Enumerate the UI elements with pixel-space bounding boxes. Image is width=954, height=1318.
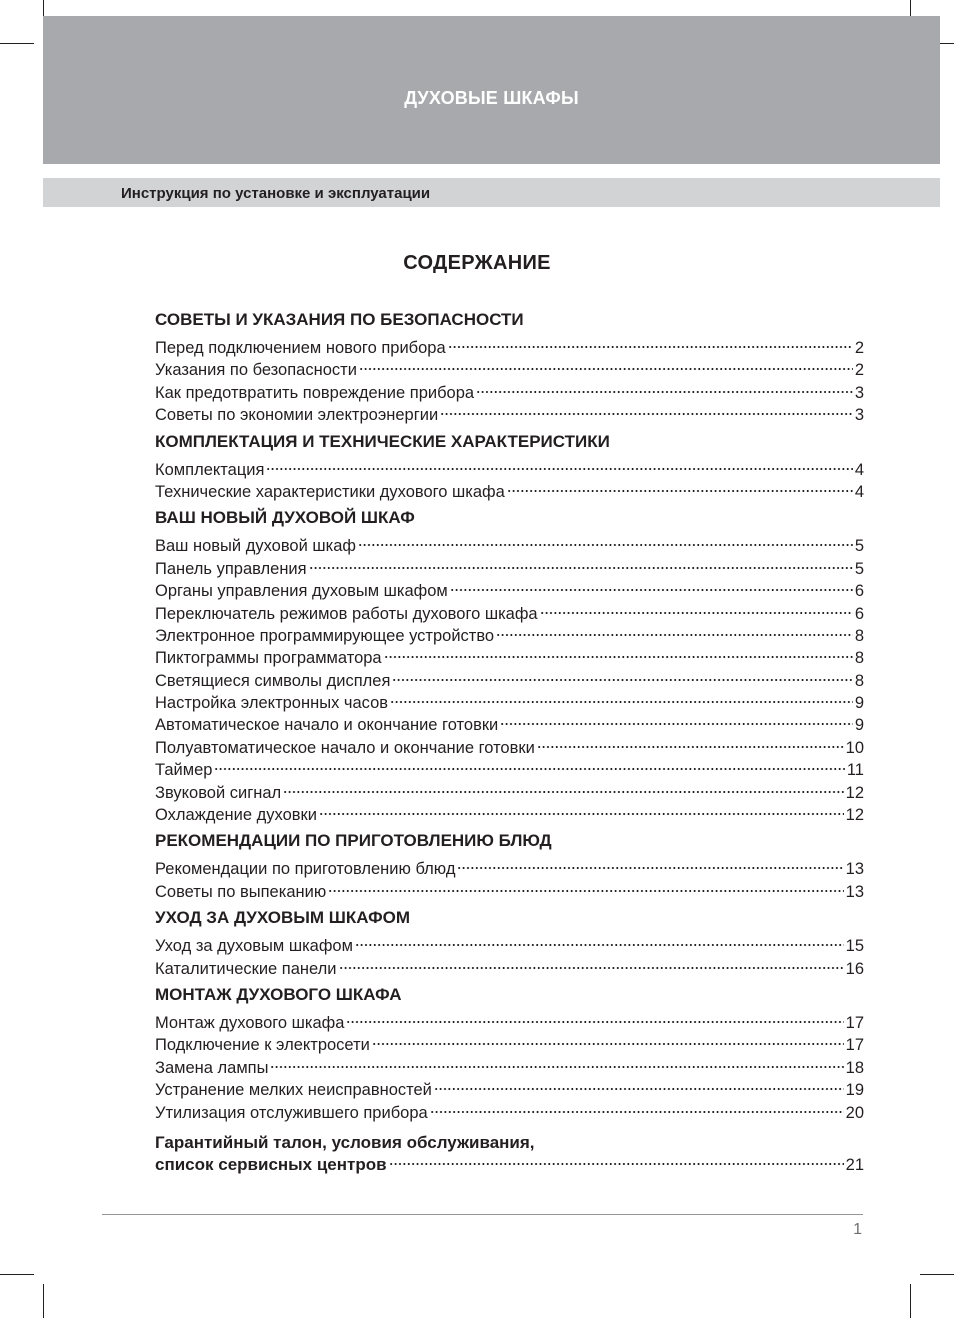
toc-entry-page: 4 — [854, 482, 864, 501]
section-heading: МОНТАЖ ДУХОВОГО ШКАФА — [155, 984, 402, 1004]
toc-entry-label: Советы по экономии электроэнергии — [155, 406, 439, 425]
dot-leader — [540, 611, 853, 615]
subheader-title: Инструкция по установке и эксплуатации — [121, 185, 431, 202]
toc-entry-label: Охлаждение духовки — [155, 806, 317, 825]
toc-entry[interactable] — [155, 881, 864, 903]
toc-section — [155, 431, 864, 504]
toc-entry-label: Ваш новый духовой шкаф — [155, 537, 356, 556]
toc-section — [155, 309, 864, 427]
dot-leader — [457, 866, 843, 870]
subheader-band — [43, 178, 940, 207]
toc-entry-page: 13 — [845, 860, 864, 879]
toc-entry[interactable] — [155, 535, 864, 557]
toc-entry-label: Таймер — [155, 761, 213, 780]
footer-rule — [102, 1214, 863, 1215]
toc-entry-label: Автоматическое начало и окончание готовки — [155, 716, 499, 735]
final-entry-line1: Гарантийный талон, условия обслуживания, — [155, 1132, 535, 1152]
dot-leader — [372, 1042, 844, 1046]
toc-entry-label: Полуавтоматическое начало и окончание готовки — [155, 738, 535, 757]
section-heading: КОМПЛЕКТАЦИЯ И ТЕХНИЧЕСКИЕ ХАРАКТЕРИСТИКИ — [155, 431, 610, 451]
crop-mark-bottom-left-horizontal — [0, 1274, 34, 1275]
dot-leader — [450, 588, 853, 592]
toc-entry[interactable] — [155, 858, 864, 880]
toc-entry-page: 6 — [854, 604, 864, 623]
toc-entry-label: Переключатель режимов работы духового шкафа — [155, 604, 538, 623]
dot-leader — [384, 655, 853, 659]
dot-leader — [500, 722, 853, 726]
toc-entry-label: Звуковой сигнал — [155, 783, 282, 802]
crop-mark-bottom-right — [910, 1284, 911, 1318]
toc-entry-page: 12 — [845, 806, 864, 825]
dot-leader — [448, 345, 853, 349]
dot-leader — [537, 745, 844, 749]
toc-entry-page: 3 — [854, 383, 864, 402]
toc-entry-page: 3 — [854, 406, 864, 425]
crop-mark-bottom-left — [43, 1284, 44, 1318]
toc-entry[interactable] — [155, 935, 864, 957]
toc-entry[interactable] — [155, 337, 864, 359]
dot-leader — [389, 1162, 844, 1166]
toc-entry-label: Электронное программирующее устройство — [155, 626, 495, 645]
toc-entry[interactable] — [155, 603, 864, 625]
toc-entry[interactable] — [155, 1034, 864, 1056]
final-entry-label: список сервисных центров — [155, 1155, 387, 1175]
toc-entry-label: Замена лампы — [155, 1058, 269, 1077]
dot-leader — [392, 678, 852, 682]
toc-entry[interactable] — [155, 359, 864, 381]
header-title: ДУХОВЫЕ ШКАФЫ — [404, 88, 579, 108]
toc-entry-label: Указания по безопасности — [155, 361, 357, 380]
crop-mark-top-left-horizontal — [0, 43, 34, 44]
dot-leader — [507, 489, 853, 493]
dot-leader — [328, 889, 843, 893]
toc-section — [155, 907, 864, 980]
toc-entry-label: Технические характеристики духового шкафа — [155, 482, 505, 501]
toc-entry-label: Устранение мелких неисправностей — [155, 1081, 432, 1100]
dot-leader — [440, 412, 853, 416]
toc-entry-page: 18 — [845, 1058, 864, 1077]
toc-entry-label: Уход за духовым шкафом — [155, 937, 353, 956]
toc-entry-label: Каталитические панели — [155, 959, 337, 978]
dot-leader — [283, 790, 843, 794]
toc-entry-page: 9 — [854, 716, 864, 735]
toc-entry-label: Органы управления духовым шкафом — [155, 582, 448, 601]
toc-entry[interactable] — [155, 558, 864, 580]
toc-entry-page: 12 — [845, 783, 864, 802]
dot-leader — [309, 566, 853, 570]
dot-leader — [496, 633, 853, 637]
toc-entry[interactable] — [155, 580, 864, 602]
toc-entry-page: 2 — [854, 361, 864, 380]
dot-leader — [214, 767, 844, 771]
toc-entry[interactable] — [155, 1012, 864, 1034]
dot-leader — [359, 367, 853, 371]
dot-leader — [358, 543, 853, 547]
header-band — [43, 16, 940, 164]
toc-entry[interactable] — [155, 481, 864, 503]
table-of-contents — [155, 309, 864, 1177]
toc-entry[interactable] — [155, 958, 864, 980]
toc-entry-page: 5 — [854, 559, 864, 578]
toc-entry-page: 5 — [854, 537, 864, 556]
toc-sections — [155, 309, 864, 1124]
toc-entry-page: 4 — [854, 460, 864, 479]
toc-entry-page: 8 — [854, 649, 864, 668]
dot-leader — [270, 1065, 843, 1069]
dot-leader — [476, 390, 853, 394]
toc-entry[interactable] — [155, 382, 864, 404]
dot-leader — [434, 1087, 844, 1091]
toc-entry[interactable] — [155, 737, 864, 759]
dot-leader — [266, 467, 852, 471]
toc-entry[interactable] — [155, 692, 864, 714]
toc-entry-page: 17 — [845, 1036, 864, 1055]
page-title: СОДЕРЖАНИЕ — [403, 252, 551, 274]
toc-entry[interactable] — [155, 714, 864, 736]
toc-entry-label: Как предотвратить повреждение прибора — [155, 383, 475, 402]
dot-leader — [430, 1110, 844, 1114]
toc-entry-label: Утилизация отслужившего прибора — [155, 1103, 428, 1122]
toc-entry[interactable] — [155, 1057, 864, 1079]
toc-entry-label: Пиктограммы программатора — [155, 649, 382, 668]
toc-entry[interactable] — [155, 1079, 864, 1101]
toc-entry-label: Советы по выпеканию — [155, 882, 327, 901]
section-heading: УХОД ЗА ДУХОВЫМ ШКАФОМ — [155, 908, 410, 928]
toc-entry-page: 6 — [854, 582, 864, 601]
toc-entry-page: 13 — [845, 882, 864, 901]
toc-entry-label: Светящиеся символы дисплея — [155, 671, 391, 690]
toc-entry-page: 9 — [854, 694, 864, 713]
crop-mark-bottom-right-horizontal — [920, 1274, 954, 1275]
toc-entry-label: Комплектация — [155, 460, 265, 479]
toc-entry[interactable] — [155, 625, 864, 647]
section-heading: ВАШ НОВЫЙ ДУХОВОЙ ШКАФ — [155, 508, 415, 528]
toc-entry-label: Настройка электронных часов — [155, 694, 389, 713]
toc-entry-page: 19 — [845, 1081, 864, 1100]
toc-entry-label: Рекомендации по приготовлению блюд — [155, 860, 456, 879]
dot-leader — [355, 943, 844, 947]
toc-entry[interactable] — [155, 647, 864, 669]
toc-entry-page: 17 — [845, 1013, 864, 1032]
toc-entry-page: 11 — [846, 761, 864, 780]
dot-leader — [346, 1020, 843, 1024]
toc-entry[interactable] — [155, 1102, 864, 1124]
toc-entry-page: 16 — [845, 959, 864, 978]
page-number: 1 — [853, 1221, 862, 1238]
toc-entry[interactable] — [155, 759, 864, 781]
toc-entry[interactable] — [155, 670, 864, 692]
toc-entry-page: 8 — [854, 671, 864, 690]
dot-leader — [319, 812, 844, 816]
toc-entry-page: 15 — [845, 937, 864, 956]
final-entry-page: 21 — [845, 1156, 864, 1175]
dot-leader — [339, 966, 844, 970]
toc-entry-label: Перед подключением нового прибора — [155, 339, 446, 357]
toc-entry[interactable] — [155, 804, 864, 826]
final-entry-line2 — [155, 1154, 864, 1176]
toc-entry[interactable] — [155, 459, 864, 481]
toc-entry[interactable] — [155, 782, 864, 804]
toc-entry-label: Монтаж духового шкафа — [155, 1013, 345, 1032]
dot-leader — [390, 700, 853, 704]
toc-section — [155, 507, 864, 826]
toc-entry-label: Подключение к электросети — [155, 1036, 370, 1055]
toc-entry-page: 2 — [854, 339, 864, 357]
section-heading: СОВЕТЫ И УКАЗАНИЯ ПО БЕЗОПАСНОСТИ — [155, 310, 524, 329]
toc-entry-page: 10 — [845, 738, 864, 757]
toc-entry-page: 20 — [845, 1103, 864, 1122]
section-heading: РЕКОМЕНДАЦИИ ПО ПРИГОТОВЛЕНИЮ БЛЮД — [155, 831, 552, 851]
toc-section — [155, 830, 864, 903]
toc-entry-page: 8 — [854, 626, 864, 645]
toc-section — [155, 984, 864, 1124]
toc-final-entry[interactable] — [155, 1132, 864, 1177]
toc-entry-label: Панель управления — [155, 559, 307, 578]
toc-entry[interactable] — [155, 404, 864, 426]
